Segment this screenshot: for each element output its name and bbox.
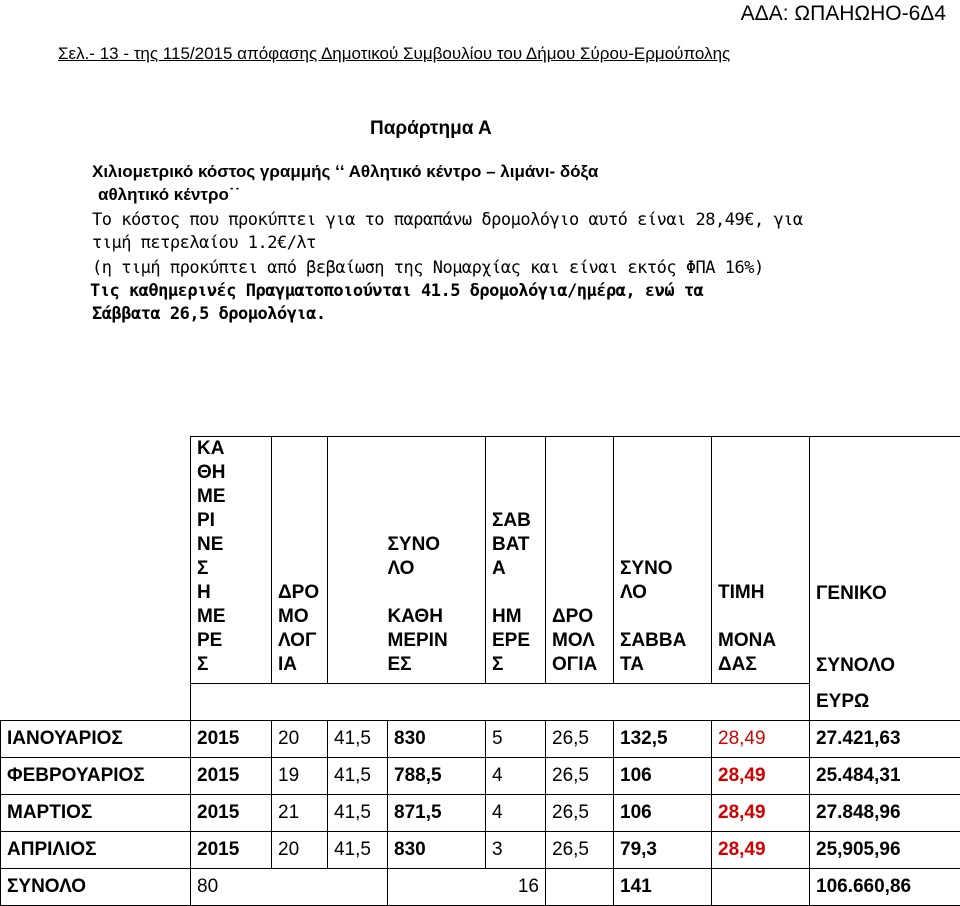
total-cell: 27.848,96 [810,795,960,832]
table-header-row [1,437,960,684]
intro-line-4: τιμή πετρελαίου 1.2€/λτ [92,233,316,253]
header-blank-cell [1,437,191,684]
intro-line-1: Χιλιομετρικό κόστος γραμμής ʻʻ Αθλητικό κέντρο – λιμάνι- δόξα [92,162,598,182]
total-cell: 25.484,31 [810,758,960,795]
year-cell: 2015 [191,832,272,869]
routes-cost-table [0,436,960,906]
total-cell: 25,905,96 [810,832,960,869]
sat-days-cell: 3 [486,832,546,869]
year-cell: 2015 [191,721,272,758]
header-total-sat: ΣΥΝΟ ΛΟ ΣΑΒΒΑ ΤΑ [614,437,712,684]
sat-routes-cell: 26,5 [546,758,614,795]
table-row [1,721,960,758]
header-unit-price: ΤΙΜΗ ΜΟΝΑ ΔΑΣ [712,437,810,684]
header-total-weekday-text: ΣΥΝΟ ΛΟ ΚΑΘΗ ΜΕΡΙΝ ΕΣ [388,437,486,684]
sat-days-cell: 4 [486,795,546,832]
routes-cell: 41,5 [328,721,388,758]
sat-routes-cell: 26,5 [546,721,614,758]
price-cell: 28,49 [712,832,810,869]
price-cell: 28,49 [712,721,810,758]
total-weekday-cell: 830 [388,721,486,758]
ada-code: ΑΔΑ: ΩΠΑΗΩΗΟ-6Δ4 [741,2,946,26]
routes-cell: 41,5 [328,758,388,795]
year-cell: 2015 [191,795,272,832]
table-row [1,758,960,795]
days-cell: 20 [272,721,328,758]
intro-line-3: Το κόστος που προκύπτει για το παραπάνω δρομολόγιο αυτό είναι 28,49€, για [92,210,803,230]
total-row [1,869,960,906]
month-cell: ΑΠΡΙΛΙΟΣ [1,832,191,869]
total-row-total-sat: 141 [614,869,712,906]
sat-routes-cell: 26,5 [546,795,614,832]
currency-row [1,684,960,721]
total-weekday-cell: 788,5 [388,758,486,795]
header-routes-sat: ΔΡΟ ΜΟΛ ΟΓΙΑ [546,437,614,684]
intro-line-7: Σάββατα 26,5 δρομολόγια. [92,304,326,324]
table-row [1,795,960,832]
total-weekday-cell: 830 [388,832,486,869]
header-total-weekday [328,437,388,684]
intro-line-6: Τις καθημερινές Πραγματοποιούνται 41.5 δρομολόγια/ημέρα, ενώ τα [90,281,703,301]
total-sat-cell: 79,3 [614,832,712,869]
total-row-sat-days: 16 [388,869,546,906]
days-cell: 21 [272,795,328,832]
intro-line-5: (η τιμή προκύπτει από βεβαίωση της Νομαρχίας και είναι εκτός ΦΠΑ 16%) [92,258,764,278]
year-cell: 2015 [191,758,272,795]
intro-line-2: αθλητικό κέντρο˙˙ [98,185,240,205]
total-sat-cell: 106 [614,758,712,795]
header-saturdays: ΣΑΒ ΒΑΤ Α ΗΜ ΕΡΕ Σ [486,437,546,684]
days-cell: 19 [272,758,328,795]
header-routes: ΔΡΟ ΜΟ ΛΟΓ ΙΑ [272,437,328,684]
header-weekdays: ΚΑ ΘΗ ΜΕ ΡΙ ΝΕ Σ Η ΜΕ ΡΕ Σ [191,437,272,684]
annex-title: Παράρτημα Α [370,118,492,140]
sat-days-cell: 5 [486,721,546,758]
total-row-total: 106.660,86 [810,869,960,906]
total-cell: 27.421,63 [810,721,960,758]
header-grand-total: ΓΕΝΙΚΟ ΣΥΝΟΛΟ [810,437,960,684]
total-row-days: 80 [191,869,388,906]
sat-days-cell: 4 [486,758,546,795]
month-cell: ΦΕΒΡΟΥΑΡΙΟΣ [1,758,191,795]
days-cell: 20 [272,832,328,869]
total-row-label: ΣΥΝΟΛΟ [1,869,191,906]
total-sat-cell: 106 [614,795,712,832]
routes-cell: 41,5 [328,832,388,869]
table-row [1,832,960,869]
decision-reference: Σελ.- 13 - της 115/2015 απόφασης Δημοτικού Συμβουλίου του Δήμου Σύρου-Ερμούπολης [58,44,730,64]
month-cell: ΙΑΝΟΥΑΡΙΟΣ [1,721,191,758]
routes-cell: 41,5 [328,795,388,832]
month-cell: ΜΑΡΤΙΟΣ [1,795,191,832]
total-weekday-cell: 871,5 [388,795,486,832]
price-cell: 28,49 [712,758,810,795]
price-cell: 28,49 [712,795,810,832]
total-sat-cell: 132,5 [614,721,712,758]
currency-label: ΕΥΡΩ [810,684,960,721]
sat-routes-cell: 26,5 [546,832,614,869]
